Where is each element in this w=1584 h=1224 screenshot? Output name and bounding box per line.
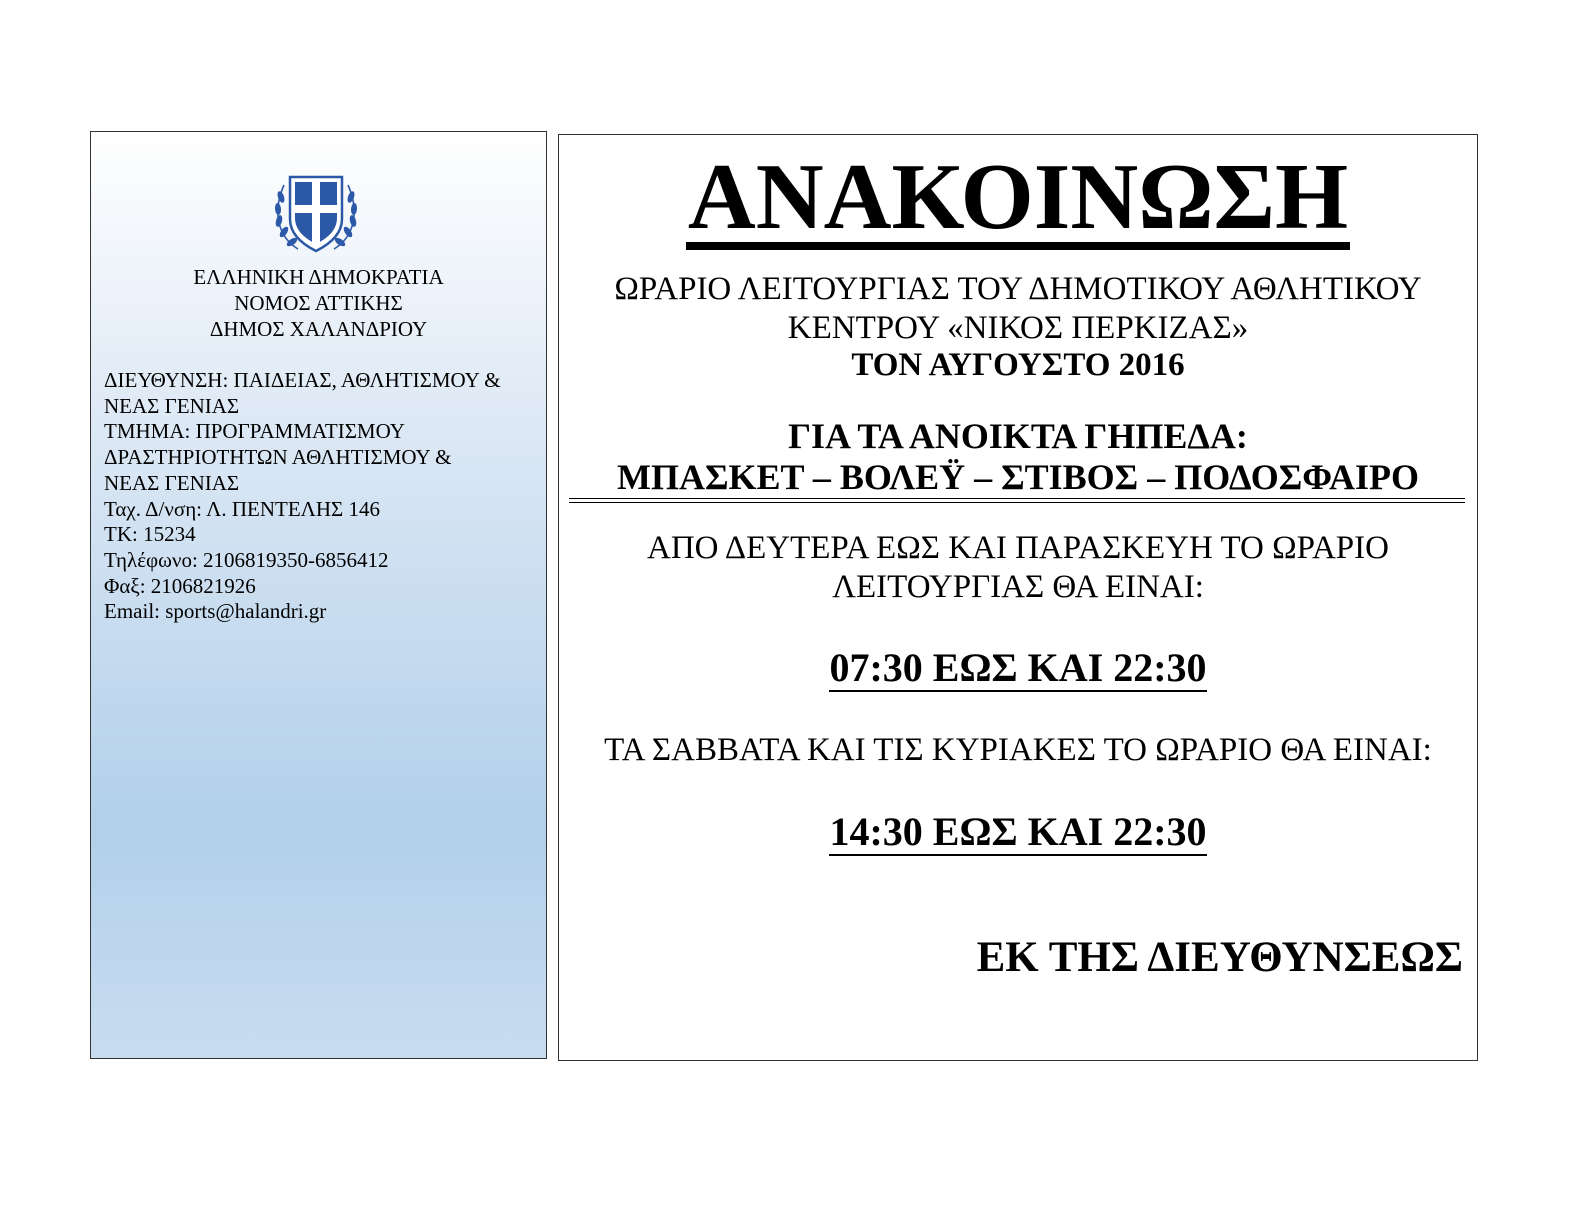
subtitle-month: ΤΟΝ ΑΥΓΟΥΣΤΟ 2016 [851, 347, 1185, 383]
government-header [91, 264, 546, 342]
fields-list: ΜΠΑΣΚΕΤ – ΒΟΛΕΫ – ΣΤΙΒΟΣ – ΠΟΔΟΣΦΑΙΡΟ [617, 457, 1419, 497]
country-name: ΕΛΛΗΝΙΚΗ ΔΗΜΟΚΡΑΤΙΑ [193, 265, 444, 289]
subtitle-line-2: ΚΕΝΤΡΟΥ «ΝΙΚΟΣ ΠΕΡΚΙΖΑΣ» [787, 310, 1249, 346]
subtitle-line-1: ΩΡΑΡΙΟ ΛΕΙΤΟΥΡΓΙΑΣ ΤΟΥ ΔΗΜΟΤΙΚΟΥ ΑΘΛΗΤΙΚΟΥ [614, 271, 1422, 307]
municipality-name: ΔΗΜΟΣ ΧΑΛΑΝΔΡΙΟΥ [209, 317, 428, 341]
weekday-hours [559, 645, 1477, 691]
fax-number: Φαξ: 2106821926 [104, 573, 256, 598]
signature: ΕΚ ΤΗΣ ΔΙΕΥΘΥΝΣΕΩΣ [976, 934, 1463, 981]
department-line: ΤΜΗΜΑ: ΠΡΟΓΡΑΜΜΑΤΙΣΜΟΥ [104, 419, 405, 444]
weekend-hours [559, 809, 1477, 855]
directorate-line: ΔΙΕΥΘΥΝΣΗ: ΠΑΙΔΕΙΑΣ, ΑΘΛΗΤΙΣΜΟΥ & [104, 368, 501, 392]
postal-code: ΤΚ: 15234 [104, 522, 196, 547]
greek-coat-of-arms-icon [268, 167, 364, 257]
weekday-hours-text: 07:30 ΕΩΣ ΚΑΙ 22:30 [829, 645, 1207, 690]
weekend-text: ΤΑ ΣΑΒΒΑΤΑ ΚΑΙ ΤΙΣ ΚΥΡΙΑΚΕΣ ΤΟ ΩΡΑΡΙΟ ΘΑ ΕΙΝΑΙ: [604, 732, 1432, 768]
announcement-panel [558, 134, 1478, 1061]
email-address: Email: sports@halandri.gr [104, 599, 327, 624]
directorate-line-cont: ΝΕΑΣ ΓΕΝΙΑΣ [104, 393, 240, 418]
fields-heading: ΓΙΑ ΤΑ ΑΝΟΙΚΤΑ ΓΗΠΕΔΑ: [788, 416, 1248, 456]
department-line-cont: ΔΡΑΣΤΗΡΙΟΤΗΤΩΝ ΑΘΛΗΤΙΣΜΟΥ & [104, 445, 452, 470]
prefecture-name: ΝΟΜΟΣ ΑΤΤΙΚΗΣ [234, 291, 403, 315]
double-divider [569, 498, 1465, 503]
sender-panel [90, 131, 547, 1059]
postal-address: Ταχ. Δ/νση: Λ. ΠΕΝΤΕΛΗΣ 146 [104, 496, 381, 521]
department-line-cont2: ΝΕΑΣ ΓΕΝΙΑΣ [104, 470, 240, 495]
phone-number: Τηλέφωνο: 2106819350-6856412 [104, 547, 389, 572]
weekday-text-line-2: ΛΕΙΤΟΥΡΓΙΑΣ ΘΑ ΕΙΝΑΙ: [832, 569, 1204, 605]
weekday-text-line-1: ΑΠΟ ΔΕΥΤΕΡΑ ΕΩΣ ΚΑΙ ΠΑΡΑΣΚΕΥΗ ΤΟ ΩΡΑΡΙΟ [646, 530, 1389, 566]
announcement-title-text: ΑΝΑΚΟΙΝΩΣΗ [687, 145, 1349, 249]
contact-details [104, 368, 539, 625]
weekend-hours-text: 14:30 ΕΩΣ ΚΑΙ 22:30 [829, 809, 1207, 854]
announcement-title [559, 147, 1477, 250]
